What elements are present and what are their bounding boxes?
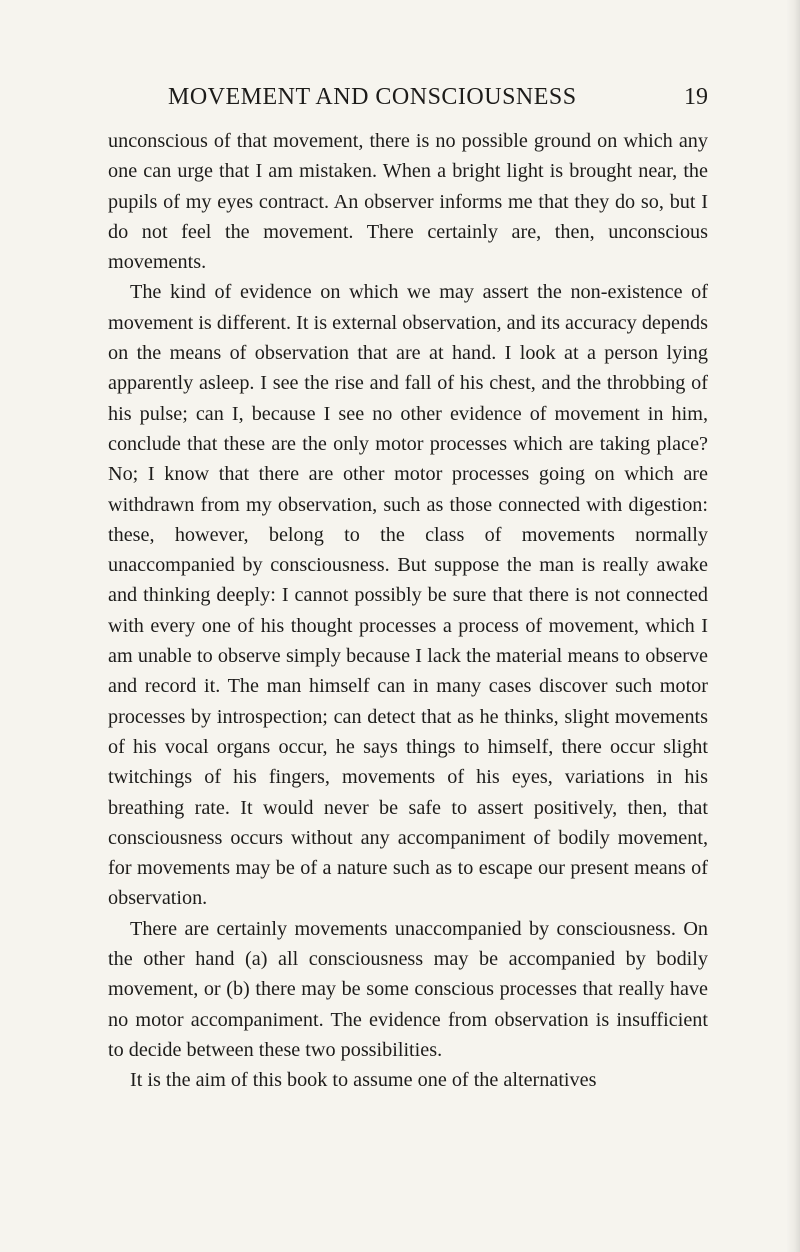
paragraph: There are certainly movements unaccompanied by consciousness. On the other hand (a) all consciousness may be accompanied by bodily movement, or (b) there may be some conscious processes that really have no motor accompaniment. The evidence from observation is insufficient to decide between these two possibilities.	[108, 917, 708, 1061]
paragraph: The kind of evidence on which we may assert the non-existence of movement is different. It is external observation, and its accuracy depends on the means of observation that are at hand. I look at a person lying apparently asleep. I see the rise and fall of his chest, and the throbbing of his pulse; can I, because I see no other evidence of movement in him, conclude that these are the only motor processes which are taking place? No; I know that there are other motor processes going on which are withdrawn from my observation, such as those connected with digestion: these, however, belong to the class of movements normally unaccompanied by consciousness. But suppose the man is really awake and thinking deeply: I cannot possibly be sure that there is not connected with every one of his thought processes a process of movement, which I am unable to observe simply because I lack the material means to observe and record it. The man himself can in many cases discover such motor processes by introspection; can detect that as he thinks, slight movements of his vocal organs occur, he says things to himself, there occur slight twitchings of his fingers, movements of his eyes, variations in his breathing rate. It would never be safe to assert positively, then, that consciousness occurs without any accompaniment of bodily movement, for movements may be of a nature such as to escape our present means of observation.	[108, 281, 708, 910]
page-number: 19	[684, 84, 708, 110]
running-title: MOVEMENT AND CONSCIOUSNESS	[168, 84, 577, 110]
page-edge-shadow	[786, 0, 800, 1252]
paragraph: It is the aim of this book to assume one of the alternatives	[130, 1069, 597, 1092]
body-text	[108, 126, 708, 1096]
paragraph-continued: unconscious of that movement, there is no possible ground on which any one can urge that I am mistaken. When a bright light is brought near, the pupils of my eyes contract. An observer informs me that they do so, but I do not feel the movement. There certainly are, then, unconscious movements.	[108, 130, 708, 274]
running-head	[108, 84, 708, 114]
